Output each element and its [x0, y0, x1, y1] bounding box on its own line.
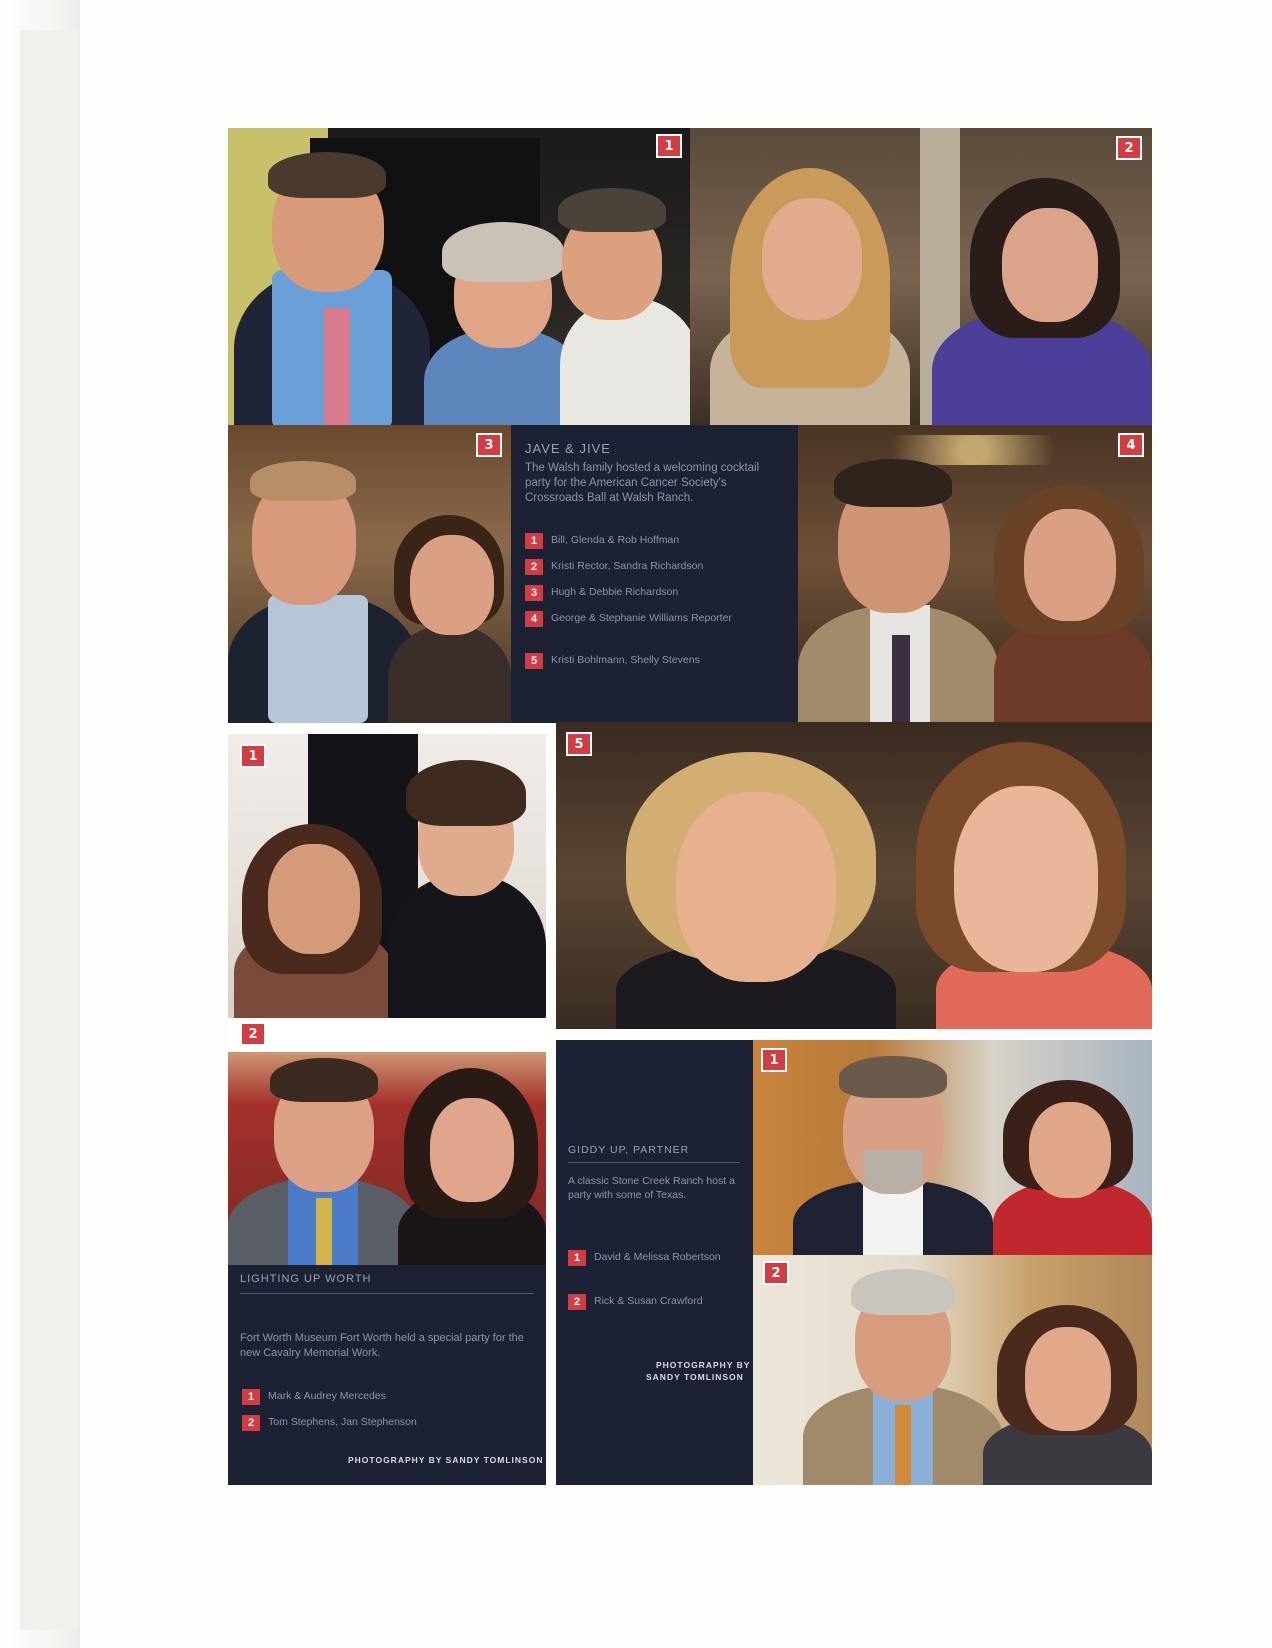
photo-4-couple	[798, 425, 1152, 723]
caption-item	[525, 585, 787, 601]
event-title: GIDDY UP, PARTNER	[568, 1144, 690, 1156]
photo-m1-woman-and-teen	[228, 734, 546, 1018]
photo-number-badge: 2	[765, 1263, 787, 1283]
photo-5-two-women	[556, 722, 1152, 1029]
photo-number-badge: 5	[568, 734, 590, 754]
photo-number-badge: 1	[763, 1050, 785, 1070]
event-title: LIGHTING UP WORTH	[240, 1273, 372, 1285]
photo-n2-couple	[753, 1255, 1152, 1485]
caption-number: 3	[525, 585, 543, 601]
photo-number-badge: 4	[1120, 435, 1142, 455]
caption-text: Bill, Glenda & Rob Hoffman	[551, 534, 680, 546]
photo-number-badge: 1	[658, 136, 680, 156]
caption-item	[242, 1389, 532, 1405]
event-description: A classic Stone Creek Ranch host a party with some of Texas.	[568, 1175, 735, 1201]
caption-text: David & Melissa Robertson	[594, 1251, 721, 1263]
caption-item	[568, 1294, 748, 1310]
caption-number: 4	[525, 611, 543, 627]
caption-item	[242, 1415, 532, 1431]
caption-text: Mark & Audrey Mercedes	[268, 1390, 386, 1402]
photo-number-badge: 2	[1118, 138, 1140, 158]
scan-edge-strip	[20, 30, 78, 1630]
photo-3-couple	[228, 425, 511, 723]
photo-n1-couple	[753, 1040, 1152, 1255]
photo-number-badge: 1	[242, 746, 264, 766]
photo-credit-line-1: PHOTOGRAPHY BY	[656, 1360, 751, 1370]
caption-item	[525, 653, 745, 669]
photo-credit-line-2: SANDY TOMLINSON	[646, 1372, 744, 1382]
photo-m2-couple	[228, 1018, 546, 1265]
photo-credit: PHOTOGRAPHY BY SANDY TOMLINSON	[348, 1455, 544, 1465]
caption-text: Kristi Bohlmann, Shelly Stevens	[551, 654, 700, 666]
caption-text: Rick & Susan Crawford	[594, 1295, 703, 1307]
photo-number-badge: 3	[478, 435, 500, 455]
event-description: Fort Worth Museum Fort Worth held a special party for the new Cavalry Memorial Work.	[240, 1332, 524, 1359]
caption-number: 2	[525, 559, 543, 575]
caption-number: 1	[568, 1250, 586, 1266]
caption-number: 2	[568, 1294, 586, 1310]
photo-number-badge: 2	[242, 1024, 264, 1044]
event-title: JAVE & JIVE	[525, 441, 611, 456]
caption-text: Tom Stephens, Jan Stephenson	[268, 1416, 417, 1428]
divider	[568, 1162, 740, 1163]
caption-text: George & Stephanie Williams Reporter	[551, 612, 732, 624]
caption-item	[568, 1250, 748, 1266]
caption-item	[525, 533, 787, 549]
caption-text: Kristi Rector, Sandra Richardson	[551, 560, 704, 572]
caption-text: Hugh & Debbie Richardson	[551, 586, 679, 598]
divider	[240, 1293, 534, 1294]
caption-number: 1	[525, 533, 543, 549]
caption-number: 5	[525, 653, 543, 669]
event-caption-panel-top	[511, 425, 798, 723]
caption-item	[525, 559, 787, 575]
photo-2-two-women	[690, 128, 1152, 425]
event-caption-panel-right	[556, 1040, 753, 1485]
caption-number: 2	[242, 1415, 260, 1431]
event-description: The Walsh family hosted a welcoming cocktail party for the American Cancer Society's Crossroads Ball at Walsh Ranch.	[525, 462, 760, 504]
event-caption-panel-left	[228, 1265, 546, 1485]
caption-number: 1	[242, 1389, 260, 1405]
photo-1-group-three	[228, 128, 690, 425]
caption-item	[525, 611, 745, 627]
